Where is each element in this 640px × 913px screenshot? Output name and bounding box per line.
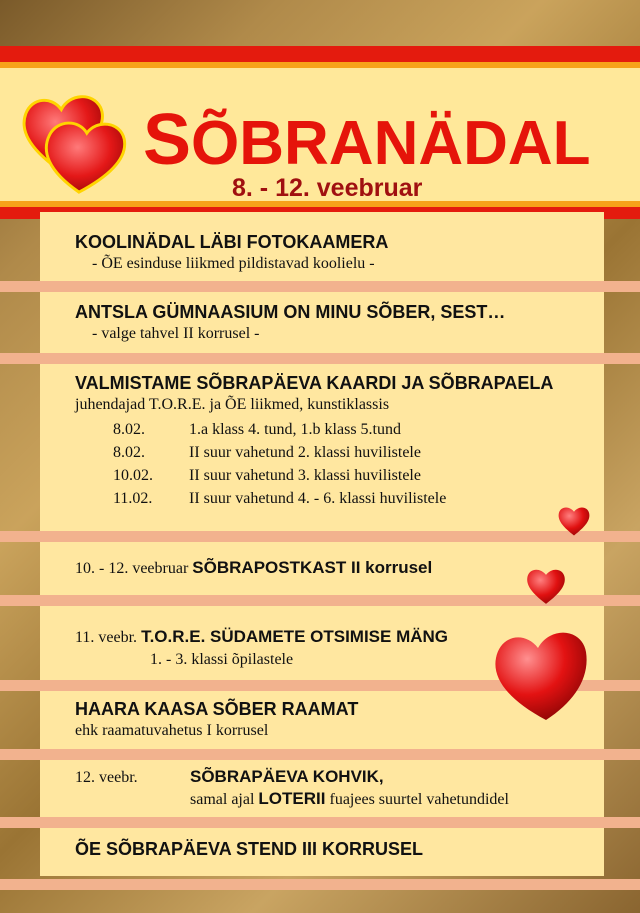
event-dates: 8. - 12. veebruar bbox=[232, 174, 423, 202]
section-heading: ANTSLA GÜMNAASIUM ON MINU SÕBER, SEST… bbox=[75, 302, 506, 322]
section-subtext: samal ajal bbox=[190, 791, 255, 808]
section-heading: ÕE SÕBRAPÄEVA STEND III KORRUSEL bbox=[75, 839, 424, 859]
divider-stripe bbox=[0, 531, 640, 542]
schedule-row bbox=[113, 418, 446, 441]
header-red-stripe-top bbox=[0, 46, 640, 62]
section-heading: T.O.R.E. SÜDAMETE OTSIMISE MÄNG bbox=[141, 627, 449, 646]
divider-stripe bbox=[0, 879, 640, 890]
divider-stripe bbox=[0, 353, 640, 364]
section-photo-week bbox=[75, 231, 388, 275]
schedule-text: II suur vahetund 3. klassi huvilistele bbox=[189, 467, 421, 484]
schedule-date: 8.02. bbox=[113, 421, 145, 438]
section-subtext: juhendajad T.O.R.E. ja ÕE liikmed, kunstiklassis bbox=[75, 396, 390, 413]
section-subtext: ehk raamatuvahetus I korrusel bbox=[75, 722, 269, 739]
section-make-cards bbox=[75, 372, 553, 416]
section-subtext: fuajees suurtel vahetundidel bbox=[329, 791, 509, 808]
section-subtext: - ÕE esinduse liikmed pildistavad koolielu - bbox=[92, 255, 375, 272]
heart-icon bbox=[524, 565, 568, 605]
section-heading: HAARA KAASA SÕBER RAAMAT bbox=[75, 699, 359, 719]
section-postbox bbox=[75, 558, 432, 580]
schedule-date: 11.02. bbox=[113, 490, 153, 507]
divider-stripe bbox=[0, 749, 640, 760]
section-heading: VALMISTAME SÕBRAPÄEVA KAARDI JA SÕBRAPAELA bbox=[75, 373, 554, 393]
hearts-icon bbox=[18, 82, 136, 200]
schedule-row bbox=[113, 487, 446, 510]
schedule-text: 1.a klass 4. tund, 1.b klass 5.tund bbox=[189, 421, 401, 438]
divider-stripe bbox=[0, 281, 640, 292]
section-subtext: - valge tahvel II korrusel - bbox=[92, 325, 260, 342]
section-cafe bbox=[75, 767, 509, 811]
heart-icon bbox=[490, 620, 590, 724]
section-heart-hunt bbox=[75, 627, 448, 671]
page-title: SÕBRANÄDAL bbox=[143, 100, 591, 180]
section-book-exchange bbox=[75, 698, 358, 742]
schedule-text: II suur vahetund 2. klassi huvilistele bbox=[189, 444, 421, 461]
section-heading: SÕBRAPOSTKAST II korrusel bbox=[192, 558, 433, 577]
section-stand bbox=[75, 838, 423, 860]
section-date: 12. veebr. bbox=[75, 769, 138, 786]
schedule-list bbox=[113, 418, 446, 510]
section-school-friend bbox=[75, 301, 505, 345]
section-heading: KOOLINÄDAL LÄBI FOTOKAAMERA bbox=[75, 232, 389, 252]
schedule-row bbox=[113, 441, 446, 464]
schedule-row bbox=[113, 464, 446, 487]
schedule-text: II suur vahetund 4. - 6. klassi huvilistele bbox=[189, 490, 447, 507]
lottery-label: LOTERII bbox=[258, 789, 326, 808]
heart-icon bbox=[556, 503, 592, 537]
schedule-date: 8.02. bbox=[113, 444, 145, 461]
divider-stripe bbox=[0, 817, 640, 828]
section-subtext: 1. - 3. klassi õpilastele bbox=[150, 651, 294, 668]
section-heading: SÕBRAPÄEVA KOHVIK, bbox=[190, 767, 384, 786]
section-date: 10. - 12. veebruar bbox=[75, 560, 189, 577]
schedule-date: 10.02. bbox=[113, 467, 153, 484]
section-date: 11. veebr. bbox=[75, 629, 138, 646]
